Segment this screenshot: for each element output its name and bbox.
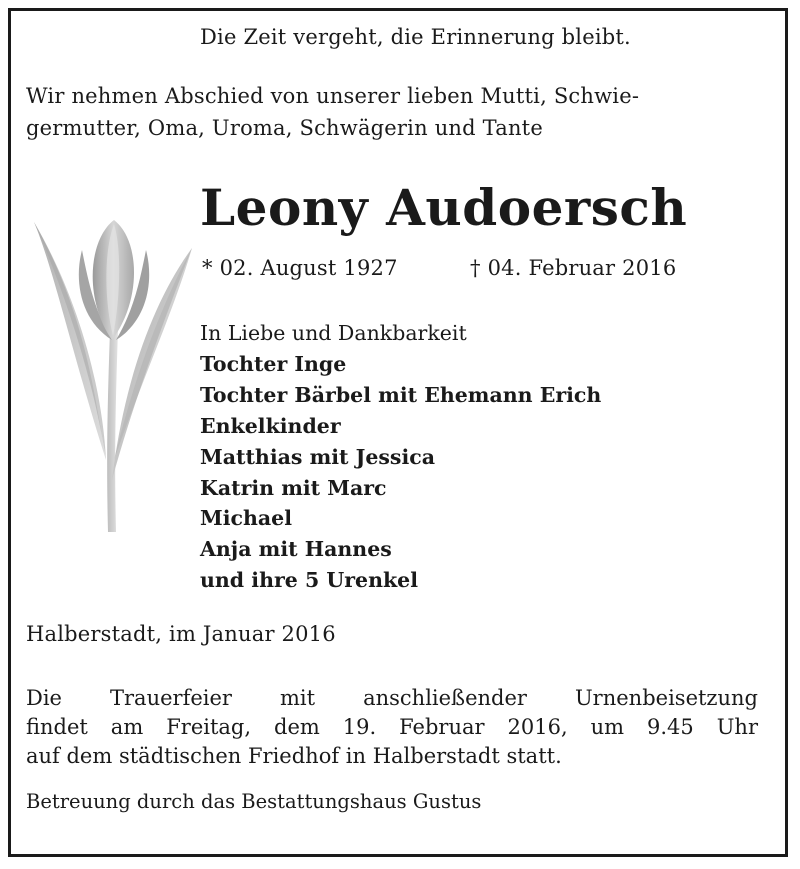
mourner-7: Anja mit Hannes bbox=[200, 537, 392, 562]
mourner-3: Enkelkinder bbox=[200, 413, 341, 438]
funeral-line-1: Die Trauerfeier mit anschließender Urnenbeisetzung bbox=[26, 686, 758, 710]
motto: Die Zeit vergeht, die Erinnerung bleibt. bbox=[200, 25, 631, 49]
death-date: † 04. Februar 2016 bbox=[470, 256, 677, 280]
birth-date: * 02. August 1927 bbox=[202, 256, 398, 280]
mourner-4: Matthias mit Jessica bbox=[200, 444, 436, 469]
mourner-5: Katrin mit Marc bbox=[200, 475, 387, 500]
signature-block bbox=[200, 318, 601, 596]
tulip-icon bbox=[24, 210, 194, 540]
funeral-info bbox=[26, 684, 758, 771]
intro-line-1: Wir nehmen Abschied von unserer lieben Mutti, Schwie- bbox=[26, 84, 640, 108]
mourner-2: Tochter Bärbel mit Ehemann Erich bbox=[200, 382, 602, 407]
undertaker-note: Betreuung durch das Bestattungshaus Gustus bbox=[26, 790, 482, 813]
mourner-1: Tochter Inge bbox=[200, 351, 347, 376]
mourner-8: und ihre 5 Urenkel bbox=[200, 568, 419, 593]
intro-line-2: germutter, Oma, Uroma, Schwägerin und Tante bbox=[26, 116, 543, 140]
dedication: In Liebe und Dankbarkeit bbox=[200, 321, 467, 345]
deceased-name: Leony Audoersch bbox=[200, 178, 688, 237]
funeral-line-2: findet am Freitag, dem 19. Februar 2016, um 9.45 Uhr bbox=[26, 715, 758, 739]
mourner-6: Michael bbox=[200, 506, 292, 531]
funeral-line-3: auf dem städtischen Friedhof in Halberstadt statt. bbox=[26, 744, 562, 768]
place-date: Halberstadt, im Januar 2016 bbox=[26, 622, 336, 646]
